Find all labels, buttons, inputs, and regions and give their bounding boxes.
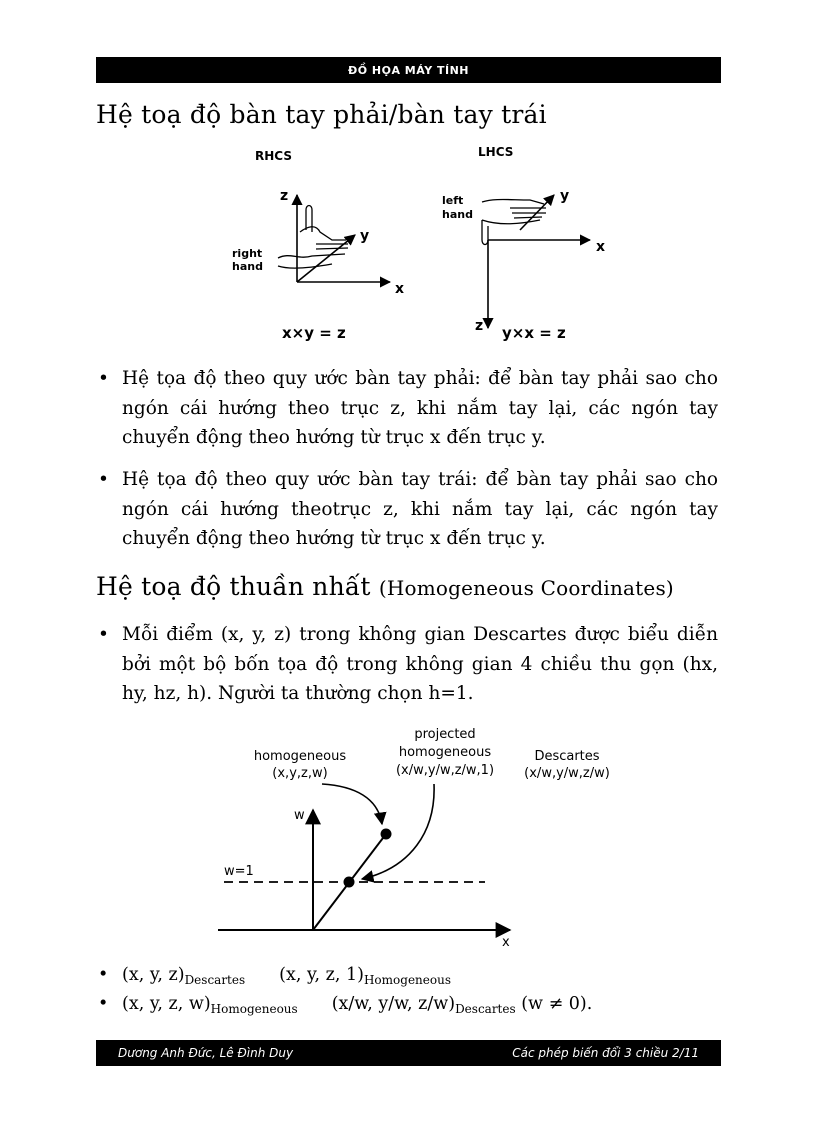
hand-coordinate-figure [220,140,640,350]
eq2-left: (x, y, z, w) [122,994,211,1014]
eq2-left-sub: Homogeneous [210,1002,298,1016]
eq1-left-sub: Descartes [184,973,246,987]
eq1-right-sub: Homogeneous [363,973,451,987]
right-hand-label-1: right [232,247,263,260]
footer-authors: Dương Anh Đức, Lê Đình Duy [118,1046,294,1060]
bullet-dot: • [98,469,109,490]
homogeneous-label-2: (x,y,z,w) [272,766,328,781]
homogeneous-point [381,829,392,840]
left-hand-label-1: left [442,194,464,207]
rhcs-bullet-text: Hệ tọa độ theo quy ước bàn tay phải: để bàn tay phải sao cho ngón cái hướng theo trục z, khi nắm tay lại, các ngón tay chuyển động theo hướng từ trục x đến trục y. [122,368,718,448]
w-axis-label: w [294,808,305,823]
rhcs-y-axis [297,235,355,282]
equation-descartes-to-homogeneous [98,965,451,987]
rhcs-y-label: y [360,228,370,244]
lhcs-x-label: x [596,239,606,255]
lhcs-label: LHCS [478,145,514,159]
left-hand-label-2: hand [442,208,473,221]
w1-label: w=1 [224,864,254,879]
bullet-dot: • [98,994,109,1014]
projected-point [344,877,355,888]
right-hand-label-2: hand [232,260,263,273]
projected-label-3: (x/w,y/w,z/w,1) [395,763,495,778]
descartes-label-2: (x/w,y/w,z/w) [524,766,610,781]
rhcs-label: RHCS [255,149,292,163]
eq1-right: (x, y, z, 1) [279,965,364,985]
equation-homogeneous-to-descartes [98,994,592,1016]
homogeneous-diagram [210,722,630,954]
header-title: ĐỒ HỌA MÁY TÍNH [347,63,469,77]
eq2-right-sub: Descartes [455,1002,516,1016]
rhcs-x-label: x [395,281,405,297]
lhcs-z-label: z [475,318,484,334]
bullet-dot: • [98,368,109,389]
lhcs-y-label: y [560,188,570,204]
bullet-dot: • [98,965,109,985]
footer-chapter: Các phép biến đổi 3 chiều 2/11 [512,1046,699,1060]
section2-title: Hệ toạ độ thuần nhất (Homogeneous Coordinates) [96,572,674,601]
homogeneous-label-1: homogeneous [253,749,347,764]
projected-label-2: homogeneous [398,745,492,760]
bullet-dot: • [98,624,109,645]
rhcs-z-label: z [280,188,289,204]
projected-label-1: projected [414,727,476,742]
page-footer [96,1040,721,1066]
homogeneous-pointer-arrow [322,784,382,824]
lhcs-bullet-text: Hệ tọa độ theo quy ước bàn tay trái: để bàn tay phải sao cho ngón cái hướng theotrục z, khi nắm tay lại, các ngón tay chuyển động theo hướng từ trục x đến trục y. [122,469,718,549]
left-hand-icon [482,200,546,245]
eq2-tail: (w ≠ 0). [515,994,593,1014]
right-hand-icon [278,206,348,269]
descartes-label-1: Descartes [534,749,600,764]
eq1-left: (x, y, z) [122,965,185,985]
x-axis-label: x [502,935,510,950]
projected-pointer-arrow [362,784,434,879]
lhcs-formula: y×x = z [502,324,566,342]
homogeneous-bullet-text: Mỗi điểm (x, y, z) trong không gian Descartes được biểu diễn bởi một bộ bốn tọa độ trong không gian 4 chiều thu gọn (hx, hy, hz, h). Người ta thường chọn h=1. [122,624,718,704]
homogeneous-bullet-item [98,620,718,709]
section1-title: Hệ toạ độ bàn tay phải/bàn tay trái [96,100,547,129]
lhcs-bullet-item [98,465,718,554]
eq2-right: (x/w, y/w, z/w) [331,994,456,1014]
page-header [96,57,721,83]
rhcs-formula: x×y = z [282,324,346,342]
rhcs-bullet-item [98,364,718,453]
